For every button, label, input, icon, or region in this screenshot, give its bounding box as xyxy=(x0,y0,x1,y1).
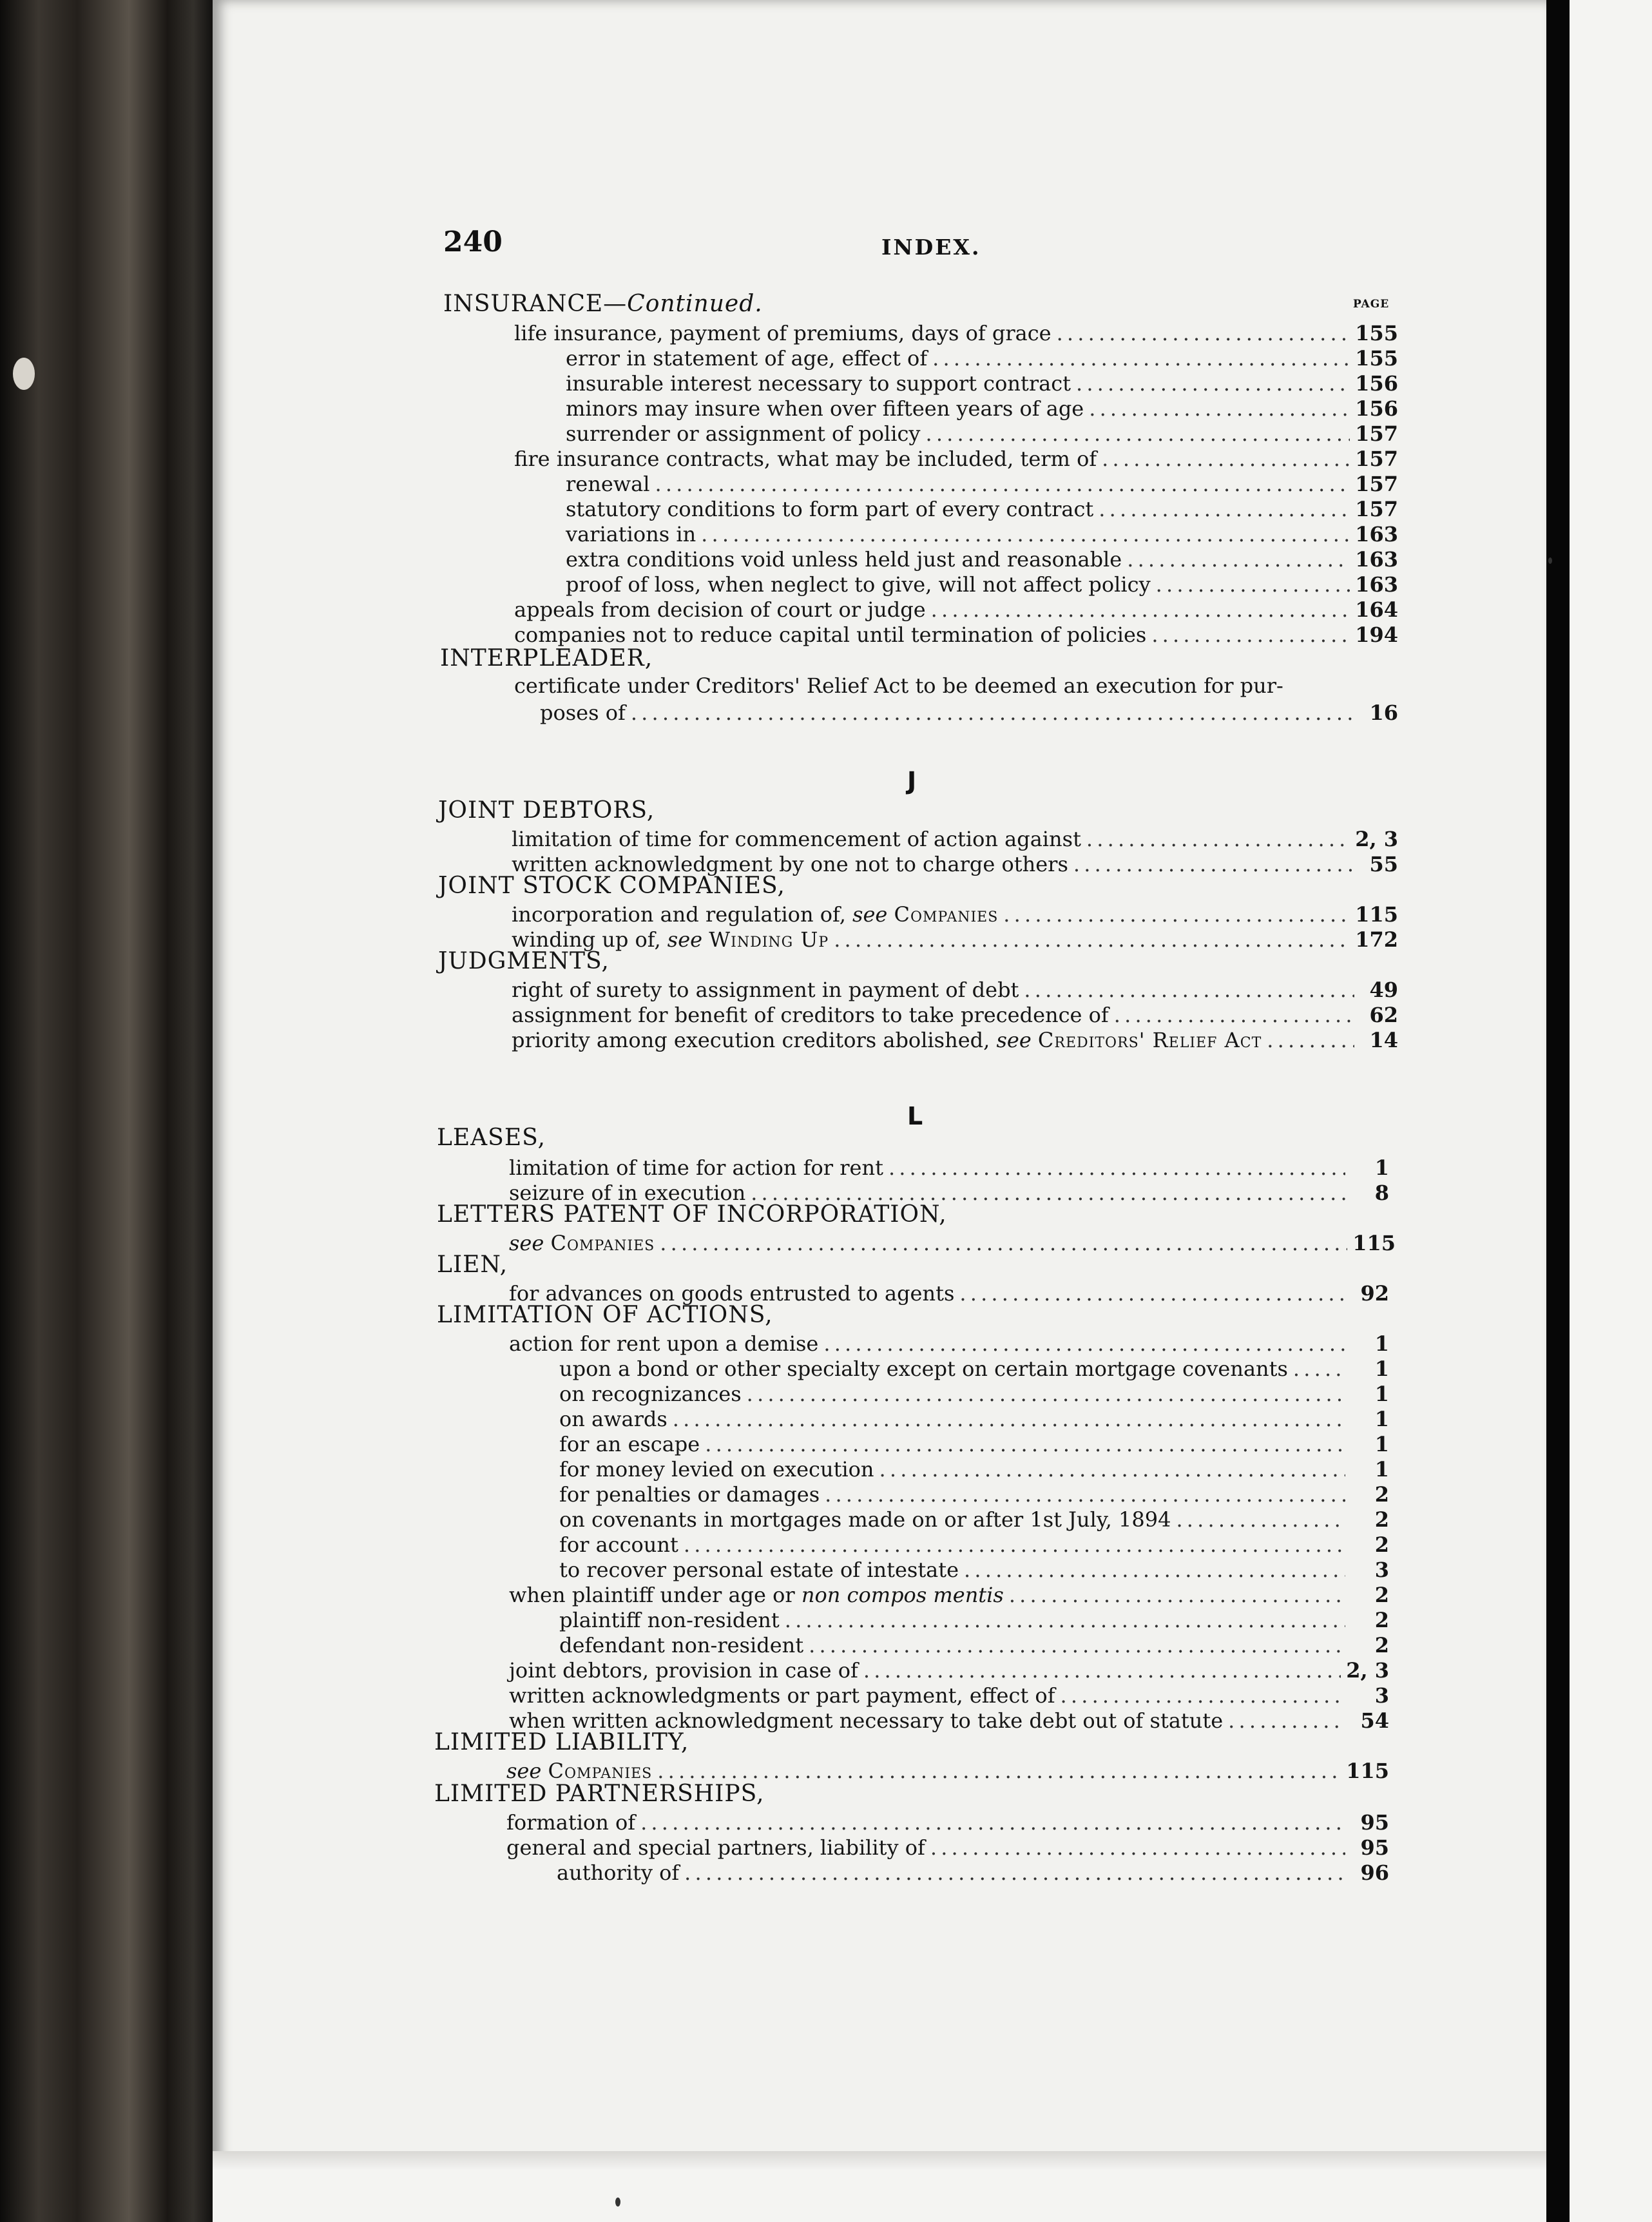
index-heading-joint-stock-companies: JOINT STOCK COMPANIES, xyxy=(438,873,785,899)
scan-speck xyxy=(615,2198,620,2207)
section-letter-j: J xyxy=(907,767,917,795)
index-entry: when written acknowledgment necessary to take debt out of statute . . . 54 xyxy=(509,1708,1389,1734)
index-entry: appeals from decision of court or judge . . . 164 xyxy=(514,597,1398,623)
index-heading-interpleader: INTERPLEADER, xyxy=(440,645,653,671)
index-entry: assignment for benefit of creditors to take precedence of . . . 62 xyxy=(512,1002,1398,1028)
index-entry: seizure of in execution . . . 8 xyxy=(509,1180,1389,1206)
index-heading-judgments: JUDGMENTS, xyxy=(438,948,610,974)
index-entry: for advances on goods entrusted to agents . . . 92 xyxy=(509,1280,1389,1306)
index-entry: surrender or assignment of policy . . . 157 xyxy=(566,421,1398,447)
index-entry: for account . . . 2 xyxy=(559,1532,1389,1558)
index-entry: poses of . . . 16 xyxy=(540,700,1398,726)
index-entry: certificate under Creditors' Relief Act to be deemed an execution for pur- xyxy=(514,673,1283,698)
index-entry: see Companies . . . 115 xyxy=(509,1230,1396,1256)
index-entry: priority among execution creditors abolished, see Creditors' Relief Act . . . 14 xyxy=(512,1027,1398,1053)
index-heading-limited-partnerships: LIMITED PARTNERSHIPS, xyxy=(434,1781,765,1807)
book-binding-edge xyxy=(0,0,213,2222)
index-entry: insurable interest necessary to support contract . . . 156 xyxy=(566,371,1398,396)
running-title: INDEX. xyxy=(881,235,981,260)
page-number: 240 xyxy=(443,226,503,258)
index-entry: minors may insure when over fifteen years of age . . . 156 xyxy=(566,396,1398,421)
scan-speck xyxy=(13,358,35,390)
index-heading-limited-liability: LIMITED LIABILITY, xyxy=(434,1729,689,1755)
index-entry: joint debtors, provision in case of . . . 2, 3 xyxy=(509,1657,1389,1683)
index-entry: authority of . . . 96 xyxy=(557,1860,1389,1886)
index-entry: on awards . . . 1 xyxy=(559,1406,1389,1432)
index-entry: renewal . . . 157 xyxy=(566,471,1398,497)
index-entry: upon a bond or other specialty except on certain mortgage covenants . . . 1 xyxy=(559,1356,1389,1382)
index-heading-limitation-of-actions: LIMITATION OF ACTIONS, xyxy=(437,1302,773,1328)
index-heading-insurance: INSURANCE— Continued. xyxy=(443,291,763,317)
index-entry: general and special partners, liability of . . . 95 xyxy=(506,1835,1389,1860)
index-entry: formation of . . . 95 xyxy=(506,1810,1389,1835)
index-entry: right of surety to assignment in payment of debt . . . 49 xyxy=(512,977,1398,1003)
index-entry: variations in . . . 163 xyxy=(566,521,1398,547)
page-gutter xyxy=(1546,0,1570,2222)
index-entry: see Companies . . . 115 xyxy=(506,1758,1389,1784)
index-heading-lien: LIEN, xyxy=(437,1251,508,1278)
index-entry: limitation of time for commencement of action against . . . 2, 3 xyxy=(512,826,1398,852)
index-heading-joint-debtors: JOINT DEBTORS, xyxy=(438,797,655,824)
index-entry: to recover personal estate of intestate . . . 3 xyxy=(559,1557,1389,1583)
index-entry: extra conditions void unless held just and reasonable . . . 163 xyxy=(566,546,1398,572)
index-entry: on recognizances . . . 1 xyxy=(559,1381,1389,1407)
index-entry: for penalties or damages . . . 2 xyxy=(559,1482,1389,1507)
index-entry: proof of loss, when neglect to give, will not affect policy . . . 163 xyxy=(566,572,1398,597)
index-entry: life insurance, payment of premiums, days of grace . . . 155 xyxy=(514,320,1398,346)
index-entry: when plaintiff under age or non compos mentis . . . 2 xyxy=(509,1582,1389,1608)
section-letter-l: L xyxy=(907,1102,923,1130)
index-entry: on covenants in mortgages made on or after 1st July, 1894 . . . 2 xyxy=(559,1507,1389,1532)
index-heading-letters-patent: LETTERS PATENT OF INCORPORATION, xyxy=(437,1201,947,1228)
index-entry: statutory conditions to form part of every contract . . . 157 xyxy=(566,496,1398,522)
page-column-label: PAGE xyxy=(1353,298,1390,311)
index-entry: winding up of, see Winding Up . . . 172 xyxy=(512,927,1398,952)
index-entry: error in statement of age, effect of . . . 155 xyxy=(566,345,1398,371)
scan-speck xyxy=(1548,557,1552,564)
index-heading-leases: LEASES, xyxy=(437,1125,546,1151)
index-entry: plaintiff non-resident . . . 2 xyxy=(559,1607,1389,1633)
index-entry: for money levied on execution . . . 1 xyxy=(559,1456,1389,1482)
index-entry: companies not to reduce capital until termination of policies . . . 194 xyxy=(514,622,1398,648)
index-entry: written acknowledgments or part payment, effect of . . . 3 xyxy=(509,1683,1389,1708)
index-entry: for an escape . . . 1 xyxy=(559,1431,1389,1457)
facing-page-edge xyxy=(1570,0,1652,2222)
index-entry: written acknowledgment by one not to charge others . . . 55 xyxy=(512,851,1398,877)
index-entry: limitation of time for action for rent . . . 1 xyxy=(509,1155,1389,1181)
index-entry: action for rent upon a demise . . . 1 xyxy=(509,1331,1389,1357)
index-entry: defendant non-resident . . . 2 xyxy=(559,1632,1389,1658)
index-entry: fire insurance contracts, what may be included, term of . . . 157 xyxy=(514,446,1398,472)
index-entry: incorporation and regulation of, see Companies . . . 115 xyxy=(512,902,1398,927)
page-bottom-edge xyxy=(213,2151,1546,2222)
